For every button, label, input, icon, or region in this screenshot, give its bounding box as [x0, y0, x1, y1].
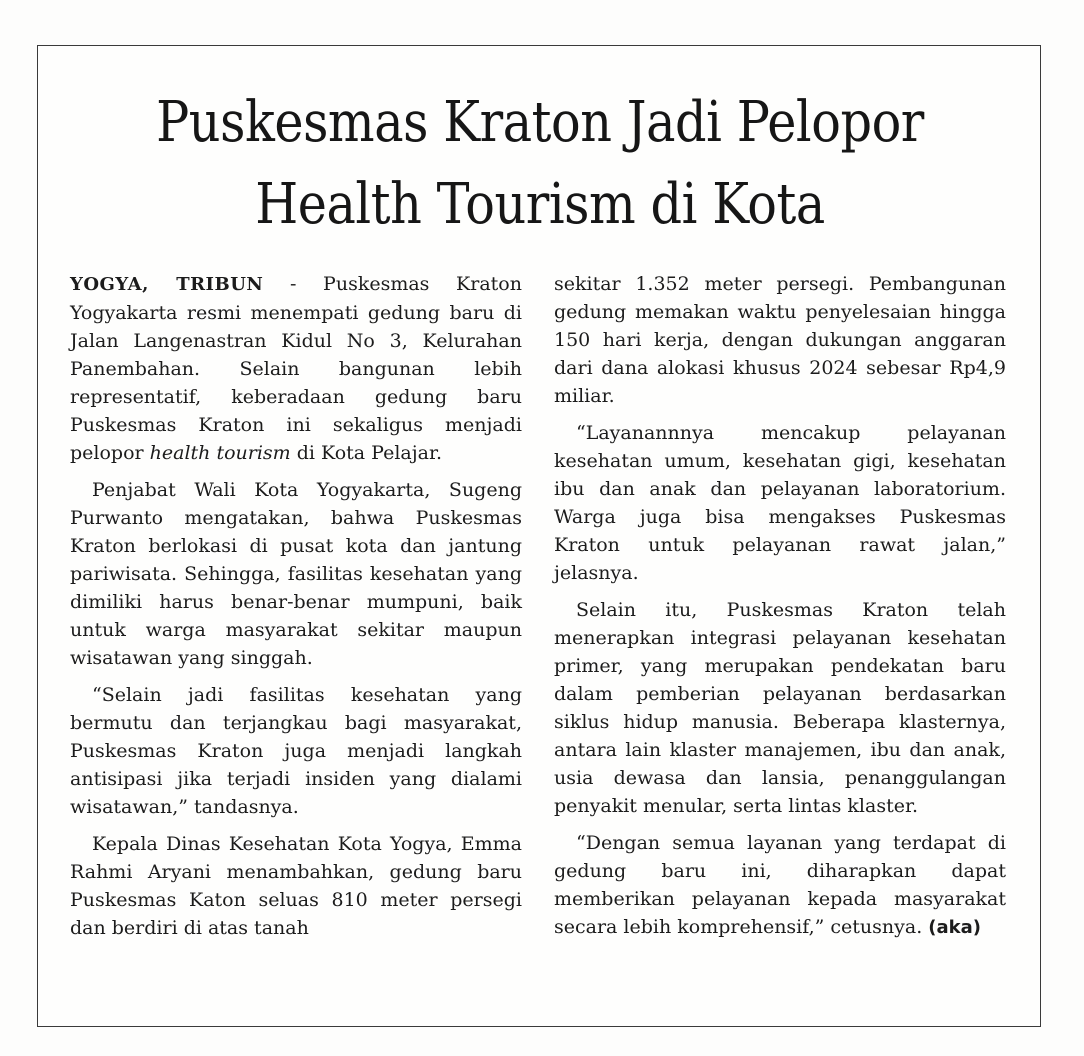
paragraph-1-text-b: di Kota Pelajar. [290, 442, 442, 464]
author-byline: (aka) [928, 917, 982, 938]
paragraph-5: sekitar 1.352 meter persegi. Pembangunan gedung memakan waktu penyelesaian hingga 150 hari kerja, dengan dukungan anggaran dari dana alokasi khusus 2024 sebesar Rp4,9 miliar. [554, 273, 1006, 407]
headline-line-2: Health Tourism di Kota [255, 172, 825, 237]
paragraph-8 [554, 829, 1006, 942]
dateline: YOGYA, TRIBUN [70, 274, 264, 295]
dateline-separator: - [263, 273, 324, 295]
headline-line-1: Puskesmas Kraton Jadi Pelopor [156, 90, 924, 155]
paragraph-2: Penjabat Wali Kota Yogyakarta, Sugeng Purwanto mengatakan, bahwa Puskesmas Kraton berlokasi di pusat kota dan jantung pariwisata. Sehingga, fasilitas kesehatan yang dimiliki harus benar-benar mumpuni, baik untuk warga masyarakat sekitar maupun wisatawan yang singgah. [70, 479, 522, 669]
left-column [70, 270, 522, 951]
paragraph-1 [70, 270, 522, 467]
headline [98, 82, 982, 246]
italic-term: health tourism [149, 442, 291, 464]
paragraph-1-text-a: Puskesmas Kraton Yogyakarta resmi menempati gedung baru di Jalan Langenastran Kidul No 3, Kelurahan Panembahan. Selain bangunan lebih representatif, keberadaan gedung baru Puskesmas Kraton ini sekaligus menjadi pelopor [70, 273, 522, 464]
paragraph-8-text: “Dengan semua layanan yang terdapat di gedung baru ini, diharapkan dapat memberikan pelayanan kepada masyarakat secara lebih komprehensif,” cetusnya. [554, 832, 1006, 938]
newspaper-clipping [37, 45, 1041, 1027]
paragraph-6: “Layanannnya mencakup pelayanan kesehatan umum, kesehatan gigi, kesehatan ibu dan anak dan pelayanan laboratorium. Warga juga bisa mengakses Puskesmas Kraton untuk pelayanan rawat jalan,” jelasnya. [554, 422, 1006, 584]
paragraph-4: Kepala Dinas Kesehatan Kota Yogya, Emma Rahmi Aryani menambahkan, gedung baru Puskesmas Katon seluas 810 meter persegi dan berdiri di atas tanah [70, 833, 522, 939]
paragraph-3: “Selain jadi fasilitas kesehatan yang bermutu dan terjangkau bagi masyarakat, Puskesmas Kraton juga menjadi langkah antisipasi jika terjadi insiden yang dialami wisatawan,” tandasnya. [70, 684, 522, 818]
paragraph-7: Selain itu, Puskesmas Kraton telah menerapkan integrasi pelayanan kesehatan primer, yang merupakan pendekatan baru dalam pemberian pelayanan berdasarkan siklus hidup manusia. Beberapa klasternya, antara lain klaster manajemen, ibu dan anak, usia dewasa dan lansia, penanggulangan penyakit menular, serta lintas klaster. [554, 599, 1006, 817]
right-column [554, 270, 1006, 951]
